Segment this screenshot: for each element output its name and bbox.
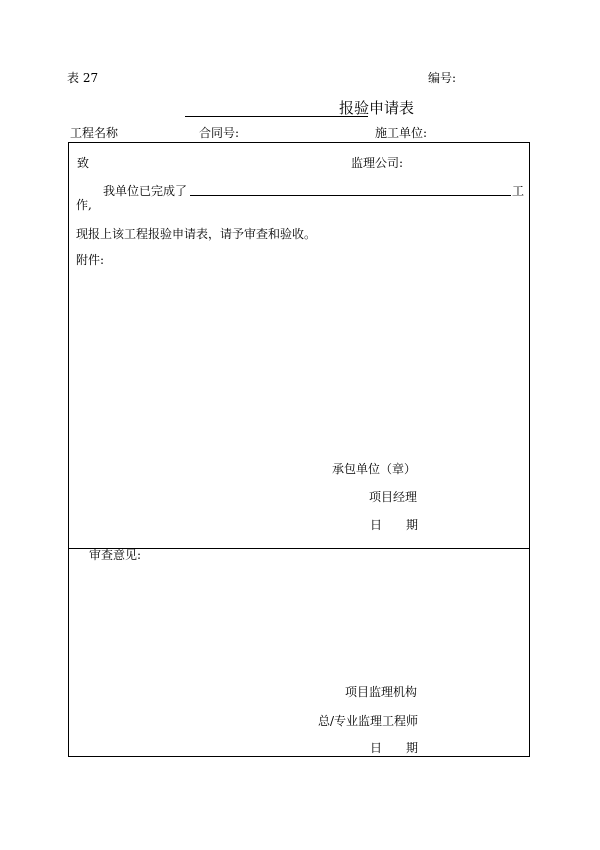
application-box [68, 142, 530, 549]
project-manager-label: 项目经理 [369, 490, 418, 504]
form-number: 表 27 [67, 71, 99, 85]
supervision-org-label: 项目监理机构 [345, 685, 418, 699]
project-name-label: 工程名称 [70, 126, 119, 140]
contractor-label: 施工单位: [375, 126, 428, 140]
to-label: 致 [77, 156, 90, 170]
contractor-seal-label: 承包单位（章） [332, 462, 417, 476]
review-opinion-label: 审查意见: [89, 548, 142, 562]
serial-number-label: 编号: [428, 71, 457, 85]
application-date-label: 日 期 [370, 518, 419, 532]
work-suffix: 工 [512, 184, 525, 198]
review-date-label: 日 期 [370, 741, 419, 755]
supervising-engineer-label: 总/专业监理工程师 [318, 714, 419, 728]
completed-text: 我单位已完成了 [103, 184, 188, 198]
attachment-label: 附件: [76, 253, 105, 267]
page-title: 报验申请表 [339, 99, 415, 117]
work-suffix-continued: 作, [76, 198, 92, 212]
work-fill-line [190, 195, 511, 196]
request-text: 现报上该工程报验申请表，请予审查和验收。 [76, 227, 317, 241]
supervisor-company-label: 监理公司: [351, 156, 404, 170]
contract-number-label: 合同号: [199, 126, 240, 140]
review-box [68, 548, 530, 757]
